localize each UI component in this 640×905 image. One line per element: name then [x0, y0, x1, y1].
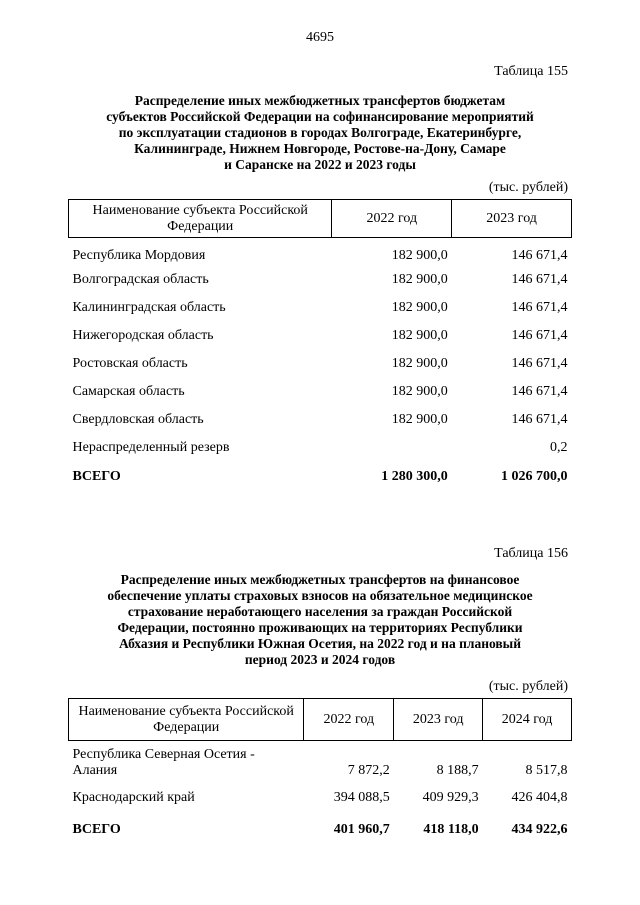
row-2022: 182 900,0: [391, 327, 448, 343]
table-row: [69, 238, 572, 266]
row-name: Республика Северная Осетия - Алания: [72, 747, 255, 778]
header-subject: Наименование субъекта Российской Федерации: [69, 699, 304, 741]
row-name: Калининградская область: [72, 299, 226, 315]
title-line: по эксплуатации стадионов в городах Волгограде, Екатеринбурге,: [118, 125, 522, 140]
table-row: [69, 378, 572, 406]
title-line: Распределение иных межбюджетных трансфертов бюджетам: [134, 93, 506, 108]
row-2023: 146 671,4: [511, 299, 568, 315]
table-155-title: [80, 93, 560, 173]
total-2023: 418 118,0: [423, 821, 479, 837]
table-156-title: [80, 572, 560, 668]
row-2023: 409 929,3: [422, 789, 479, 805]
row-2022: 394 088,5: [333, 789, 390, 805]
total-2023: 1 026 700,0: [501, 468, 568, 484]
row-name: Свердловская область: [72, 411, 204, 427]
row-2022: 182 900,0: [391, 411, 448, 427]
row-name: Республика Мордовия: [72, 247, 206, 263]
title-line: Абхазия и Республики Южная Осетия, на 2022 год и на плановый: [119, 636, 521, 651]
row-2024: 426 404,8: [511, 789, 568, 805]
table-156-label: Таблица 156: [494, 546, 568, 561]
row-2023: 146 671,4: [511, 383, 568, 399]
title-line: Федерации, постоянно проживающих на территориях Республики: [117, 620, 523, 635]
table-155: [68, 199, 572, 492]
row-2023: 146 671,4: [511, 327, 568, 343]
table-row: [69, 350, 572, 378]
row-2022: 182 900,0: [391, 355, 448, 371]
header-2022: 2022 год: [332, 200, 452, 238]
total-row: [69, 462, 572, 492]
table-row: [69, 741, 572, 781]
table-row: [69, 322, 572, 350]
table-row: [69, 434, 572, 462]
total-row: [69, 815, 572, 845]
table-row: [69, 266, 572, 294]
table-header-row: [69, 699, 572, 741]
title-line: период 2023 и 2024 годов: [244, 652, 396, 667]
row-2023: 8 188,7: [436, 762, 479, 778]
table-row: [69, 781, 572, 815]
row-name: Краснодарский край: [72, 789, 195, 805]
row-name: Волгоградская область: [72, 271, 209, 287]
table-row: [69, 406, 572, 434]
row-2022: 182 900,0: [391, 247, 448, 263]
table-155-label: Таблица 155: [494, 64, 568, 79]
row-2022: 182 900,0: [391, 383, 448, 399]
row-2022: [332, 434, 452, 462]
row-2023: 146 671,4: [511, 355, 568, 371]
title-line: субъектов Российской Федерации на софинансирование мероприятий: [106, 109, 534, 124]
row-2023: 146 671,4: [511, 411, 568, 427]
header-2024: 2024 год: [483, 699, 572, 741]
total-label: ВСЕГО: [72, 468, 121, 484]
row-2023: 0,2: [550, 439, 568, 455]
row-2023: 146 671,4: [511, 271, 568, 287]
total-2022: 1 280 300,0: [381, 468, 448, 484]
row-2024: 8 517,8: [525, 762, 568, 778]
row-2022: 182 900,0: [391, 271, 448, 287]
title-line: страхование неработающего населения за граждан Российской: [127, 604, 513, 619]
table-156-unit: (тыс. рублей): [488, 679, 568, 694]
total-label: ВСЕГО: [72, 821, 121, 837]
total-2024: 434 922,6: [511, 821, 568, 837]
title-line: и Саранске на 2022 и 2023 годы: [224, 157, 416, 172]
row-2023: 146 671,4: [511, 247, 568, 263]
title-line: Калининграде, Нижнем Новгороде, Ростове-на-Дону, Самаре: [134, 141, 506, 156]
header-2023: 2023 год: [394, 699, 483, 741]
title-line: обеспечение уплаты страховых взносов на обязательное медицинское: [107, 588, 533, 603]
title-line: Распределение иных межбюджетных трансфертов на финансовое: [120, 572, 520, 587]
table-155-unit: (тыс. рублей): [488, 180, 568, 195]
row-name: Нижегородская область: [72, 327, 214, 343]
header-2022: 2022 год: [304, 699, 394, 741]
row-name: Ростовская область: [72, 355, 188, 371]
header-2023: 2023 год: [452, 200, 572, 238]
page-number: 4695: [306, 30, 334, 45]
table-header-row: [69, 200, 572, 238]
table-row: [69, 294, 572, 322]
table-156: [68, 698, 572, 845]
row-name: Самарская область: [72, 383, 185, 399]
row-2022: 182 900,0: [391, 299, 448, 315]
header-subject: Наименование субъекта Российской Федерации: [69, 200, 332, 238]
total-2022: 401 960,7: [333, 821, 390, 837]
row-name: Нераспределенный резерв: [72, 439, 230, 455]
row-2022: 7 872,2: [347, 762, 390, 778]
